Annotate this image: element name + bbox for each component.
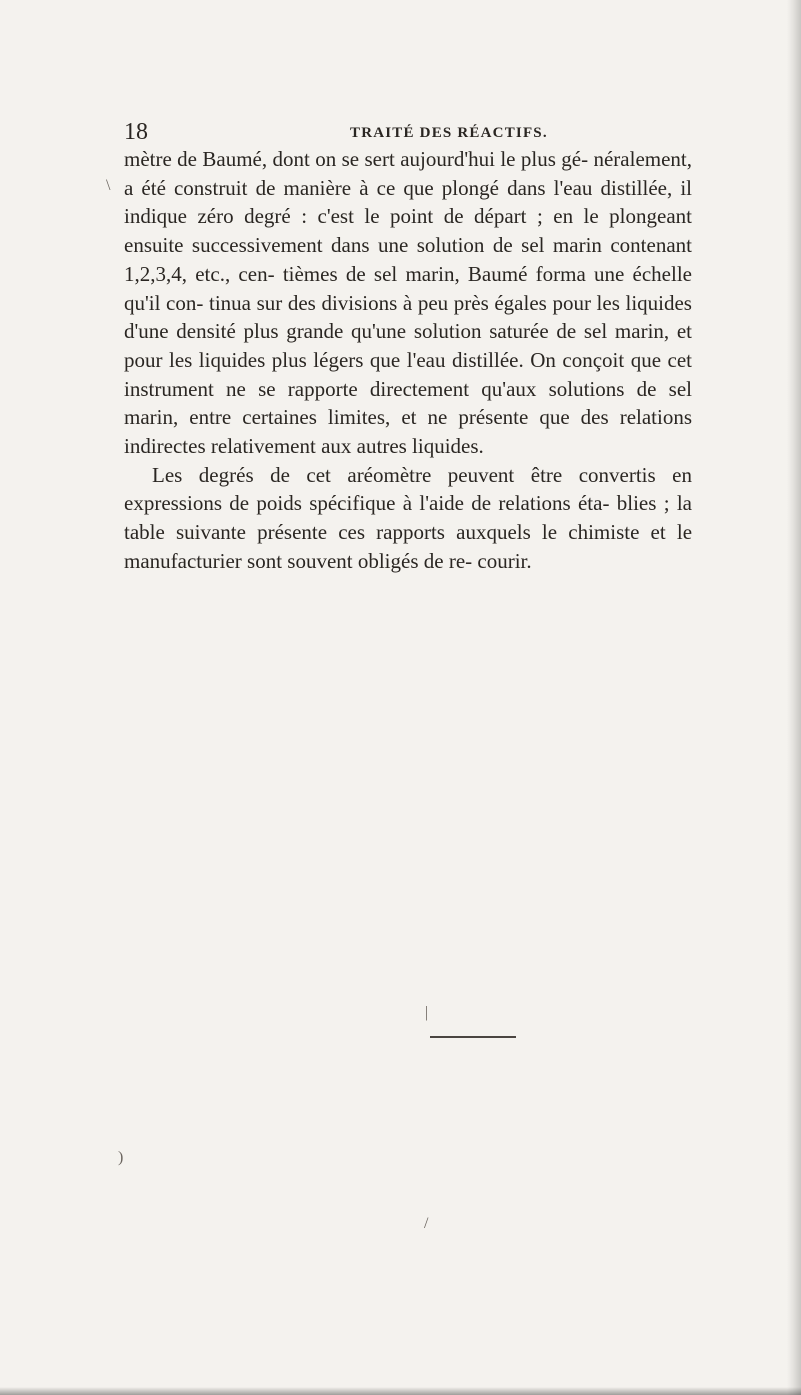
margin-mark: ) — [118, 1149, 124, 1166]
text-line: Les degrés de cet aréomètre peuvent être convertis en — [152, 462, 692, 487]
body-text — [124, 145, 692, 576]
text-line: néralement, a été construit de manière à ce que plongé — [124, 147, 693, 200]
paragraph-1 — [124, 145, 692, 461]
page-bottom-shadow — [0, 1387, 801, 1395]
ink-speck: | — [425, 1004, 429, 1021]
text-line: qu'aux solutions de sel marin, entre certaines limites, et — [124, 376, 693, 430]
text-line: blies ; la table suivante présente ces rapports auxquels le — [124, 491, 692, 545]
text-line: tinua sur des divisions à peu près égales pour les liquides — [208, 290, 692, 315]
running-title: TRAITÉ DES RÉACTIFS. — [350, 125, 548, 141]
text-line: ne présente que des relations indirectes relativement — [124, 405, 693, 459]
text-line: courir. — [477, 548, 532, 573]
paragraph-2 — [124, 461, 692, 576]
text-line: chimiste et le manufacturier sont souvent obligés de re- — [124, 520, 693, 573]
text-line: tièmes de sel marin, Baumé forma une échelle qu'il con- — [124, 261, 692, 315]
text-line: marin, et pour les liquides plus légers que l'eau distillée. — [124, 319, 693, 372]
text-line: d'une densité plus grande qu'une solution saturée de sel — [124, 319, 608, 344]
page-edge-shadow — [787, 0, 801, 1395]
short-rule — [430, 1036, 516, 1038]
page-number: 18 — [124, 119, 148, 145]
text-line: de départ ; en le plongeant ensuite successivement dans — [124, 204, 692, 258]
text-line: mètre de Baumé, dont on se sert aujourd'hui le plus gé- — [124, 147, 589, 171]
running-head — [124, 118, 704, 146]
margin-mark: \ — [106, 177, 111, 194]
text-line: expressions de poids spécifique à l'aide de relations éta- — [124, 491, 610, 516]
text-line: aux autres liquides. — [321, 434, 484, 459]
text-line: On conçoit que cet instrument ne se rapporte directement — [124, 347, 692, 401]
ink-speck: / — [424, 1215, 429, 1232]
text-line: une solution de sel marin contenant 1,2,3,4, etc., cen- — [124, 233, 692, 286]
text-line: dans l'eau distillée, il indique zéro degré : c'est le point — [124, 175, 693, 229]
